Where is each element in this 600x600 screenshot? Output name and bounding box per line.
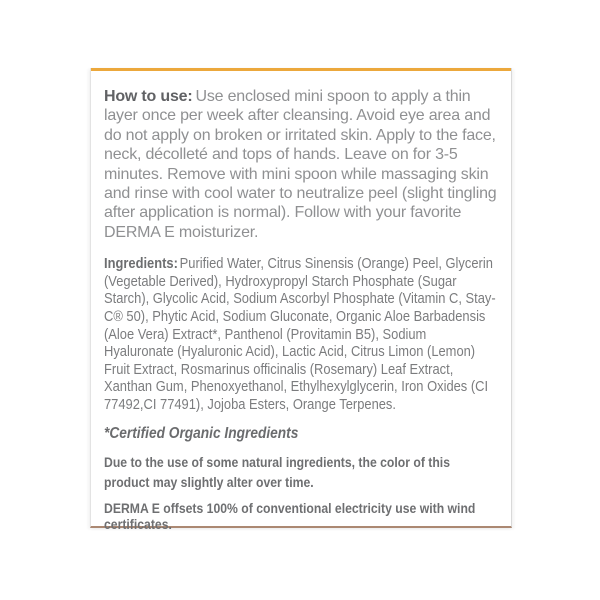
certified-organic-note: *Certified Organic Ingredients bbox=[104, 424, 299, 442]
how-to-use-label: How to use: bbox=[104, 88, 193, 105]
label-panel bbox=[90, 68, 512, 532]
ingredients-paragraph bbox=[104, 256, 497, 414]
wind-certificates-note: DERMA E offsets 100% of conventional electricity use with wind certificates. bbox=[104, 500, 476, 532]
how-to-use-text: Use enclosed mini spoon to apply a thin layer once per week after cleansing. Avoid eye area and do not apply on broken or irritated skin. Apply to the face, neck, décolleté and tops of hands. Leave on for 3-5 minutes. Remove with mini spoon while massaging skin and rinse with cool water to neutralize peel (slight tingling after application is normal). Follow with your favorite DERMA E moisturizer. bbox=[104, 88, 497, 241]
ingredients-label: Ingredients: bbox=[104, 256, 178, 273]
label-content bbox=[91, 71, 511, 533]
color-change-note: Due to the use of some natural ingredients, the color of this product may slightly alter over time. bbox=[104, 454, 451, 491]
ingredients-text: Purified Water, Citrus Sinensis (Orange) Peel, Glycerin (Vegetable Derived), Hydroxypropyl Starch Phosphate (Sugar Starch), Glycolic Acid, Sodium Ascorbyl Phosphate (Vitamin C, Stay-C® 50), Phytic Acid, Sodium Gluconate, Organic Aloe Barbadensis (Aloe Vera) Extract*, Panthenol (Provitamin B5), Sodium Hyaluronate (Hyaluronic Acid), Lactic Acid, Citrus Limon (Lemon) Fruit Extract, Rosmarinus officinalis (Rosemary) Leaf Extract, Xanthan Gum, Phenoxyethanol, Ethylhexylglycerin, Iron Oxides (CI 77492,CI 77491), Jojoba Esters, Orange Terpenes. bbox=[104, 256, 496, 413]
how-to-use-paragraph bbox=[104, 87, 502, 242]
